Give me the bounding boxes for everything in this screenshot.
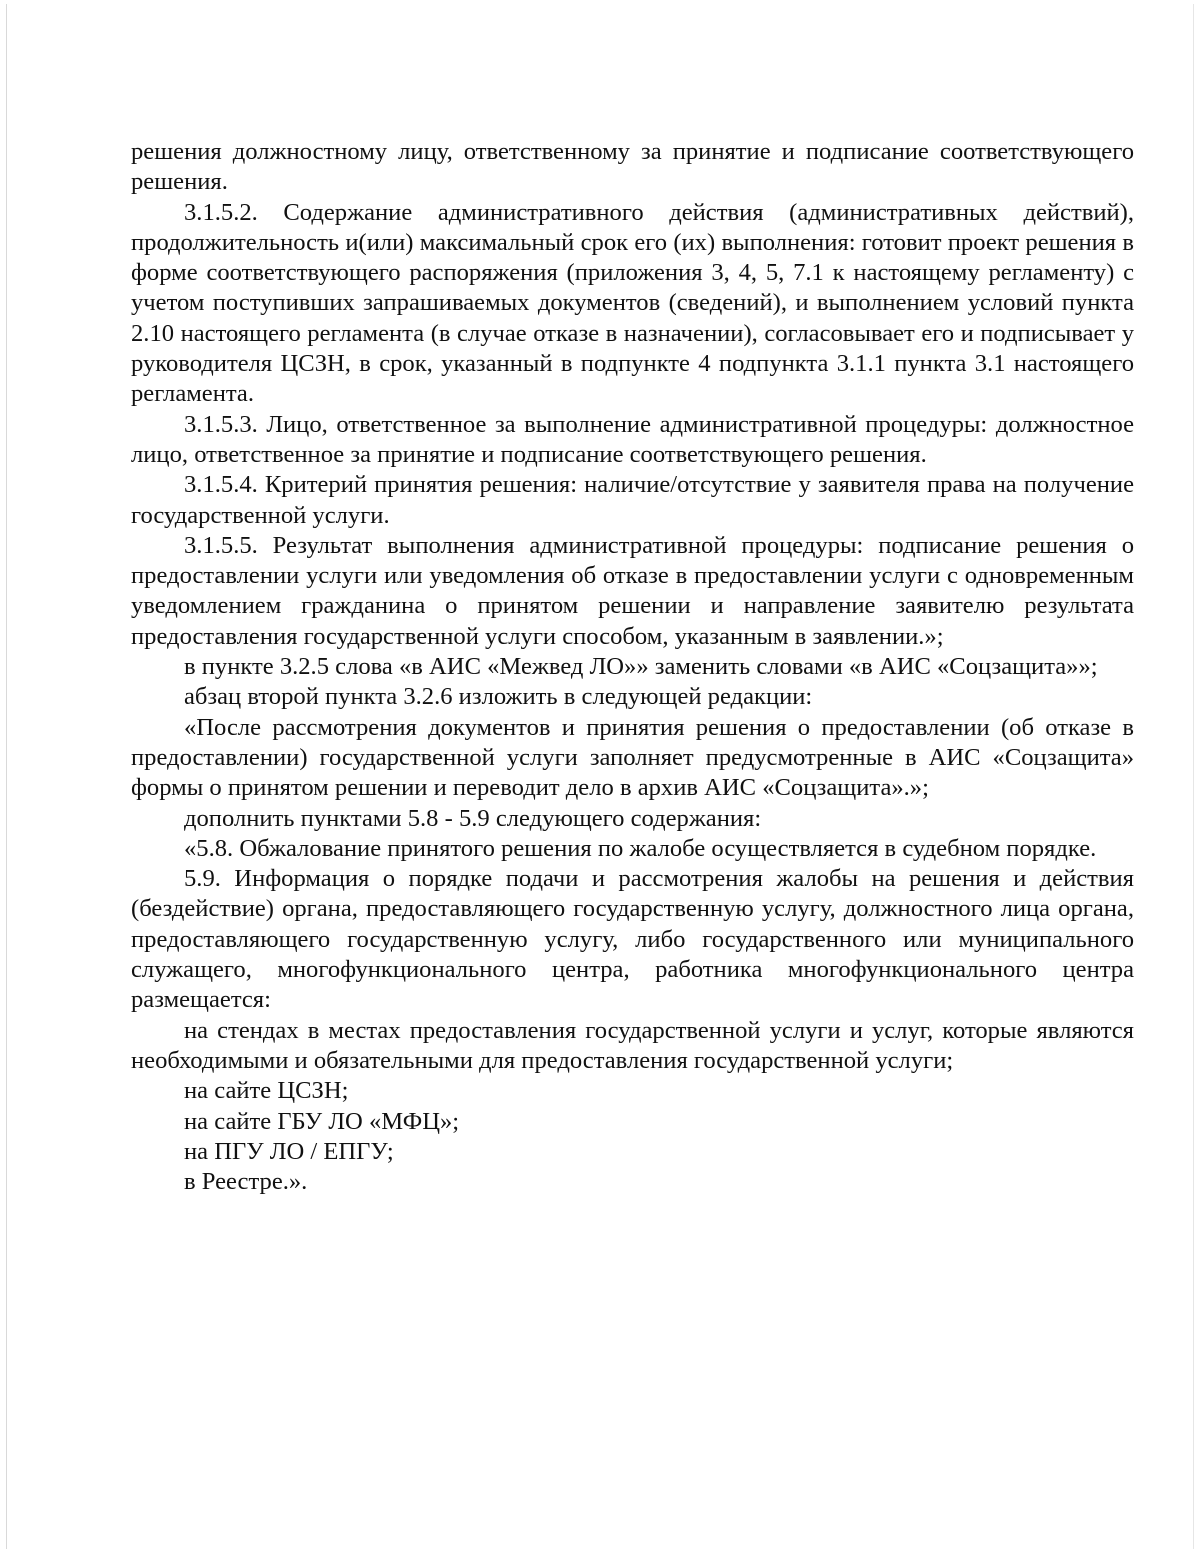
paragraph-3-2-6-intro: абзац второй пункта 3.2.6 изложить в следующей редакции:: [184, 683, 813, 711]
list-item: на ПГУ ЛО / ЕПГУ;: [184, 1137, 394, 1165]
paragraph-5-9: 5.9. Информация о порядке подачи и рассмотрения жалобы на решения и действия (бездействие) органа, предоставляющего государственную услугу, должностного лица органа, предоставляющего государственную услугу, либо государственного или муниципального служащего, многофункционального центра, работника многофункционального центра размещается:: [131, 865, 1134, 1014]
paragraph-continuation: решения должностному лицу, ответственному за принятие и подписание соответствующего решения.: [131, 138, 1134, 196]
paragraph-3-2-5-amendment: в пункте 3.2.5 слова «в АИС «Межвед ЛО»» заменить словами «в АИС «Соцзащита»»;: [184, 653, 1098, 681]
paragraph-3-1-5-2: 3.1.5.2. Содержание административного действия (административных действий), продолжительность и(или) максимальный срок его (их) выполнения: готовит проект решения в форме соответствующего распоряжения (приложения 3, 4, 5, 7.1 к настоящему регламенту) с учетом поступивших запрашиваемых документов (сведений), и выполнением условий пункта 2.10 настоящего регламента (в случае отказе в назначении), согласовывает его и подписывает у руководителя ЦСЗН, в срок, указанный в подпункте 4 подпункта 3.1.1 пункта 3.1 настоящего регламента.: [131, 198, 1134, 408]
paragraph-stands: на стендах в местах предоставления государственной услуги и услуг, которые являются необходимыми и обязательными для предоставления государственной услуги;: [131, 1016, 1134, 1074]
list-item: в Реестре.».: [184, 1168, 308, 1196]
list-item: на сайте ЦСЗН;: [184, 1077, 349, 1105]
document-body: [131, 137, 1134, 1197]
paragraph-3-1-5-5: 3.1.5.5. Результат выполнения административной процедуры: подписание решения о предоставлении услуги или уведомления об отказе в предоставлении услуги с одновременным уведомлением гражданина о принятом решении и направление заявителю результата предоставления государственной услуги способом, указанным в заявлении.»;: [131, 531, 1134, 650]
paragraph-3-1-5-4: 3.1.5.4. Критерий принятия решения: наличие/отсутствие у заявителя права на получение государственной услуги.: [131, 471, 1134, 529]
paragraph-3-1-5-3: 3.1.5.3. Лицо, ответственное за выполнение административной процедуры: должностное лицо, ответственное за принятие и подписание соответствующего решения.: [131, 410, 1134, 468]
list-item: на сайте ГБУ ЛО «МФЦ»;: [184, 1107, 460, 1135]
paragraph-3-2-6-text: «После рассмотрения документов и принятия решения о предоставлении (об отказе в предоставлении) государственной услуги заполняет предусмотренные в АИС «Соцзащита» формы о принятом решении и переводит дело в архив АИС «Соцзащита».»;: [131, 713, 1134, 802]
paragraph-5-8: «5.8. Обжалование принятого решения по жалобе осуществляется в судебном порядке.: [184, 834, 1097, 862]
paragraph-5-8-5-9-intro: дополнить пунктами 5.8 - 5.9 следующего содержания:: [184, 804, 762, 832]
